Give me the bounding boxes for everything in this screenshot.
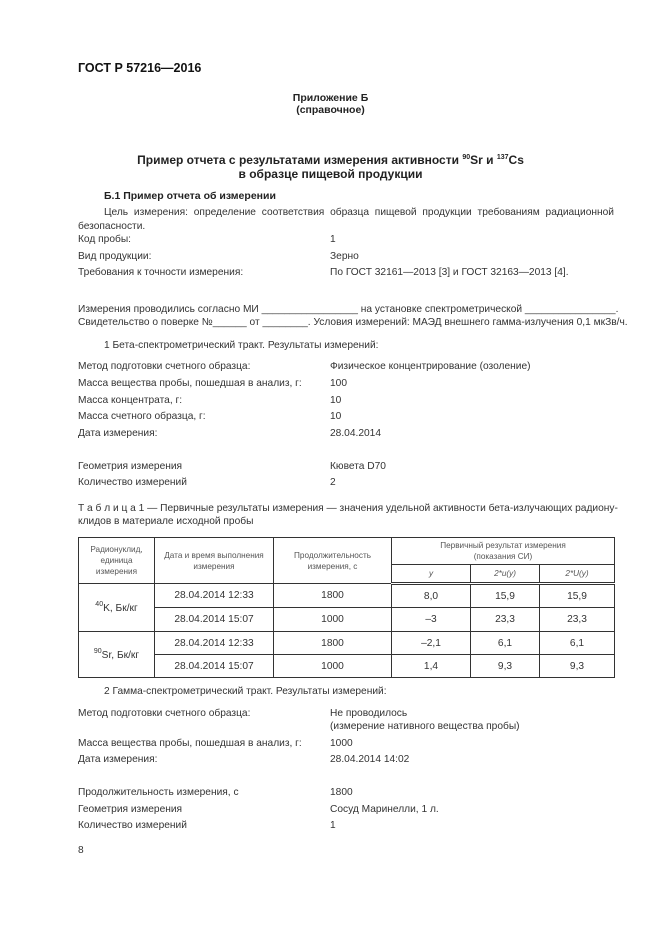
field-value: 1 bbox=[330, 234, 336, 245]
header-primary-result: Первичный результат измерения (показания СИ) bbox=[392, 538, 615, 565]
field-label: Количество измерений bbox=[78, 477, 187, 488]
header-nuclide: Радионуклид, единица измерения bbox=[79, 538, 155, 584]
y-cell: 1,4 bbox=[392, 655, 471, 678]
U-cell: 6,1 bbox=[540, 632, 615, 655]
conditions-line2: Свидетельство о поверке №______ от ________. Условия измерений: МАЭД внешнего гамма-излучения 0,1 мкЗв/ч. bbox=[78, 317, 628, 328]
field-value: Кювета D70 bbox=[330, 461, 386, 472]
header-datetime: Дата и время выполнения измерения bbox=[155, 538, 274, 584]
field-label: Дата измерения: bbox=[78, 754, 158, 765]
field-value: Сосуд Маринелли, 1 л. bbox=[330, 804, 439, 815]
standard-id: ГОСТ Р 57216—2016 bbox=[78, 61, 202, 75]
field-label: Масса вещества пробы, пошедшая в анализ, г: bbox=[78, 738, 302, 749]
field-value: 1000 bbox=[330, 738, 353, 749]
field-label: Масса счетного образца, г: bbox=[78, 411, 206, 422]
field-value: Зерно bbox=[330, 251, 359, 262]
field-label: Вид продукции: bbox=[78, 251, 152, 262]
gamma-heading: 2 Гамма-спектрометрический тракт. Результаты измерений: bbox=[104, 686, 387, 697]
field-value-line2: (измерение нативного вещества пробы) bbox=[330, 721, 520, 732]
field-value: 100 bbox=[330, 378, 347, 389]
table-caption: Т а б л и ц а 1 — Первичные результаты измерения — значения удельной активности бета-излучающих радиону- bbox=[78, 503, 618, 514]
table-caption-line2: клидов в материале исходной пробы bbox=[78, 516, 254, 527]
field-value: Не проводилось bbox=[330, 708, 408, 719]
field-value: Физическое концентрирование (озоление) bbox=[330, 361, 531, 372]
header-y: y bbox=[392, 565, 471, 584]
appendix-subtitle: (справочное) bbox=[296, 104, 365, 116]
field-label: Масса вещества пробы, пошедшая в анализ, г: bbox=[78, 378, 302, 389]
U-cell: 9,3 bbox=[540, 655, 615, 678]
datetime-cell: 28.04.2014 12:33 bbox=[155, 632, 274, 655]
field-label: Геометрия измерения bbox=[78, 804, 183, 815]
table-row bbox=[79, 608, 615, 632]
field-value: 10 bbox=[330, 395, 342, 406]
results-table bbox=[78, 537, 615, 678]
U-cell: 23,3 bbox=[540, 608, 615, 632]
u-cell: 9,3 bbox=[471, 655, 540, 678]
y-cell: 8,0 bbox=[392, 584, 471, 608]
field-value: По ГОСТ 32161—2013 [3] и ГОСТ 32163—2013 [4]. bbox=[330, 267, 569, 278]
field-value: 10 bbox=[330, 411, 342, 422]
field-label: Метод подготовки счетного образца: bbox=[78, 708, 251, 719]
u-cell: 6,1 bbox=[471, 632, 540, 655]
table-row bbox=[79, 584, 615, 608]
beta-heading: 1 Бета-спектрометрический тракт. Результаты измерений: bbox=[104, 340, 379, 351]
appendix-title: Приложение Б bbox=[292, 92, 369, 104]
field-label: Геометрия измерения bbox=[78, 461, 183, 472]
field-label: Дата измерения: bbox=[78, 428, 158, 439]
field-label: Метод подготовки счетного образца: bbox=[78, 361, 251, 372]
datetime-cell: 28.04.2014 15:07 bbox=[155, 608, 274, 632]
table-row bbox=[79, 655, 615, 678]
datetime-cell: 28.04.2014 12:33 bbox=[155, 584, 274, 608]
datetime-cell: 28.04.2014 15:07 bbox=[155, 655, 274, 678]
field-label: Требования к точности измерения: bbox=[78, 267, 244, 278]
field-label: Масса концентрата, г: bbox=[78, 395, 183, 406]
table-row bbox=[79, 632, 615, 655]
y-cell: –2,1 bbox=[392, 632, 471, 655]
field-value: 28.04.2014 14:02 bbox=[330, 754, 410, 765]
u-cell: 23,3 bbox=[471, 608, 540, 632]
nuclide-cell: $^{40}$K, Бк/кг bbox=[79, 584, 155, 632]
header-duration: Продолжительность измерения, с bbox=[274, 538, 392, 584]
conditions-line1: Измерения проводились согласно МИ _________________ на установке спектрометрической ________________. bbox=[78, 304, 619, 315]
document-title-line2: в образце пищевой продукции bbox=[238, 167, 423, 181]
document-title: Пример отчета с результатами измерения активности $^{90}$Sr и $^{137}$Cs bbox=[137, 153, 524, 167]
header-U: 2*U(y) bbox=[540, 565, 615, 584]
header-u: 2*u(y) bbox=[471, 565, 540, 584]
purpose-paragraph: Цель измерения: определение соответствия образца пищевой продукции требованиям радиационной безопасности. bbox=[78, 207, 614, 232]
y-cell: –3 bbox=[392, 608, 471, 632]
duration-cell: 1800 bbox=[274, 632, 392, 655]
field-value: 2 bbox=[330, 477, 336, 488]
field-label: Продолжительность измерения, с bbox=[78, 787, 239, 798]
field-value: 1800 bbox=[330, 787, 353, 798]
duration-cell: 1800 bbox=[274, 584, 392, 608]
duration-cell: 1000 bbox=[274, 655, 392, 678]
u-cell: 15,9 bbox=[471, 584, 540, 608]
nuclide-cell: $^{90}$Sr, Бк/кг bbox=[79, 632, 155, 678]
field-value: 28.04.2014 bbox=[330, 428, 381, 439]
U-cell: 15,9 bbox=[540, 584, 615, 608]
field-value: 1 bbox=[330, 820, 336, 831]
duration-cell: 1000 bbox=[274, 608, 392, 632]
field-label: Количество измерений bbox=[78, 820, 187, 831]
field-label: Код пробы: bbox=[78, 234, 131, 245]
page-number: 8 bbox=[78, 845, 84, 856]
section-title: Б.1 Пример отчета об измерении bbox=[104, 190, 276, 202]
